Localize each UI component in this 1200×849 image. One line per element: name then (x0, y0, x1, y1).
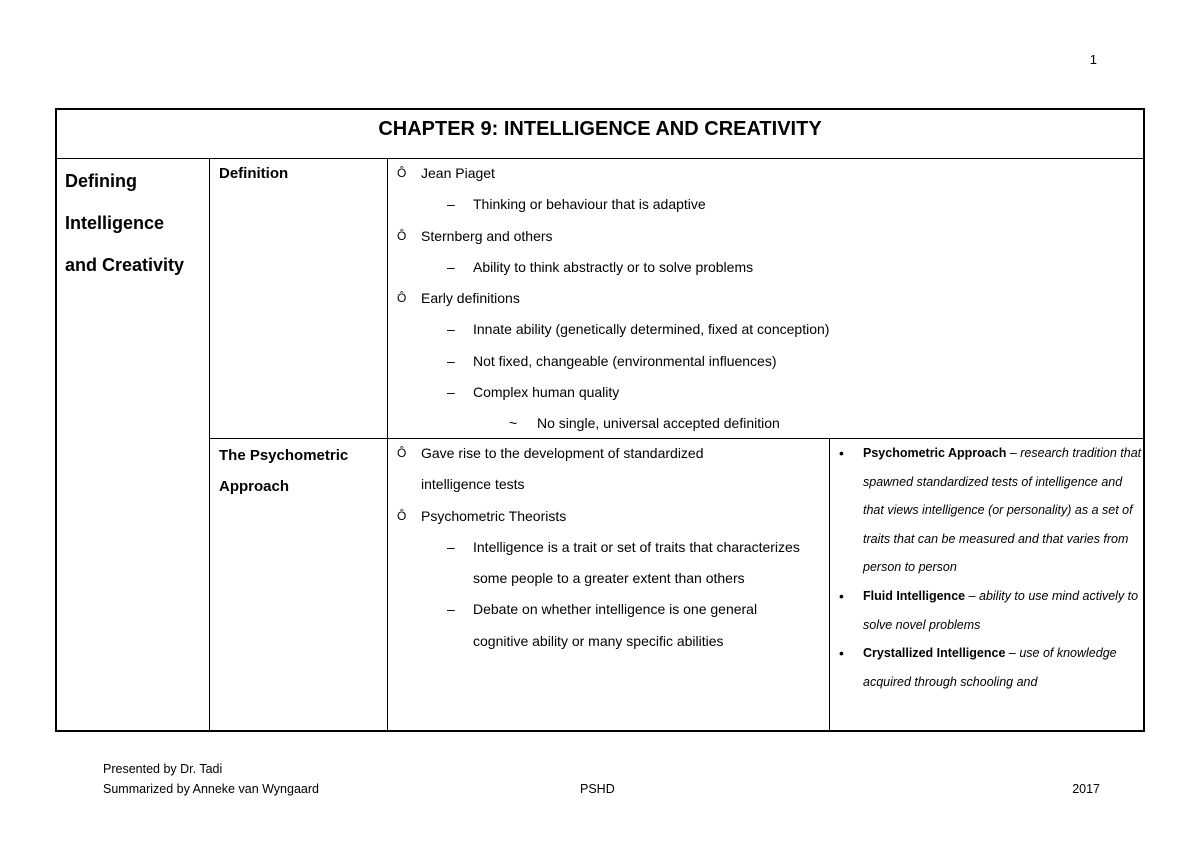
bullet-dot: • (839, 587, 844, 604)
list-item-text: Psychometric Theorists (421, 507, 567, 524)
psychometric-label-line: Approach (219, 478, 290, 495)
glossary-separator: – (1006, 446, 1021, 460)
section-label-line: and Creativity (65, 255, 185, 275)
list-item-text: Complex human quality (473, 384, 620, 401)
section-label (65, 160, 184, 286)
footer-course: PSHD (580, 782, 615, 796)
footer-year: 2017 (1072, 782, 1100, 796)
tilde-marker: ~ (509, 415, 518, 432)
glossary-separator: – (1005, 646, 1020, 661)
column-divider (829, 438, 830, 732)
bullet-marker: Ô (397, 166, 407, 180)
list-item-text: Thinking or behaviour that is adaptive (473, 196, 706, 213)
chapter-title: CHAPTER 9: INTELLIGENCE AND CREATIVITY (57, 110, 1143, 159)
bullet-marker: Ô (397, 508, 407, 523)
bullet-marker: Ô (397, 446, 407, 460)
summary-table (55, 108, 1145, 732)
psychometric-label-line: The Psychometric (219, 447, 349, 464)
definition-label: Definition (219, 165, 289, 182)
glossary-column (831, 439, 1143, 731)
list-item-text: No single, universal accepted definition (537, 415, 780, 432)
list-item (389, 377, 1139, 408)
glossary-item (831, 639, 1143, 696)
bullet-dot: • (839, 645, 844, 662)
bullet-marker: Ô (397, 291, 407, 306)
list-item (389, 189, 1139, 220)
glossary-term: Fluid Intelligence (863, 588, 966, 603)
psychometric-content (389, 438, 819, 657)
list-item-text: Gave rise to the development of standardized intelligence tests (421, 445, 704, 493)
list-item-text: Innate ability (genetically determined, fixed at conception) (473, 321, 830, 338)
list-item (389, 594, 813, 657)
list-item (389, 314, 1139, 345)
glossary-separator: – (965, 588, 979, 603)
list-item (389, 283, 1139, 314)
glossary-definition: research tradition that spawned standardized tests of intelligence and that views intelligence (or personality) as a set of traits that can be measured and that varies from person to person (863, 446, 1142, 575)
section-label-line: Intelligence (65, 213, 165, 233)
list-item-text: Early definitions (421, 290, 520, 307)
list-item (389, 501, 819, 532)
psychometric-label (219, 440, 348, 502)
column-divider (387, 158, 388, 732)
list-item (389, 158, 1139, 189)
dash-marker: – (447, 384, 455, 401)
glossary-definition: use of knowledge acquired through schooling and (863, 646, 1117, 689)
list-item-text: Debate on whether intelligence is one general cognitive ability or many specific abilities (473, 601, 758, 649)
list-item (389, 252, 1139, 283)
dash-marker: – (447, 538, 455, 555)
definition-content (389, 158, 1139, 440)
column-divider (209, 158, 210, 732)
dash-marker: – (447, 321, 455, 338)
bullet-dot: • (839, 445, 844, 461)
glossary-definition: ability to use mind actively to solve novel problems (863, 588, 1139, 632)
list-item (389, 346, 1139, 377)
list-item (389, 532, 813, 595)
section-label-line: Defining (65, 171, 137, 191)
footer-summarized-by: Summarized by Anneke van Wyngaard (103, 782, 319, 796)
list-item (389, 221, 1139, 252)
list-item (389, 408, 1139, 439)
glossary-term: Psychometric Approach (863, 446, 1007, 460)
bullet-marker: Ô (397, 228, 407, 243)
page-number: 1 (1089, 52, 1097, 67)
glossary-term: Crystallized Intelligence (863, 646, 1006, 661)
list-item-text: Sternberg and others (421, 227, 553, 244)
dash-marker: – (447, 601, 455, 618)
list-item-text: Jean Piaget (421, 165, 495, 181)
list-item-text: Ability to think abstractly or to solve problems (473, 258, 754, 275)
dash-marker: – (447, 196, 455, 213)
glossary-item (831, 582, 1143, 639)
dash-marker: – (447, 258, 455, 275)
glossary-item (831, 439, 1143, 582)
list-item (389, 438, 761, 501)
dash-marker: – (447, 352, 455, 369)
list-item-text: Intelligence is a trait or set of traits that characterizes some people to a greater extent than others (473, 538, 800, 587)
list-item-text: Not fixed, changeable (environmental influences) (473, 352, 777, 369)
footer-presented-by: Presented by Dr. Tadi (103, 762, 223, 776)
